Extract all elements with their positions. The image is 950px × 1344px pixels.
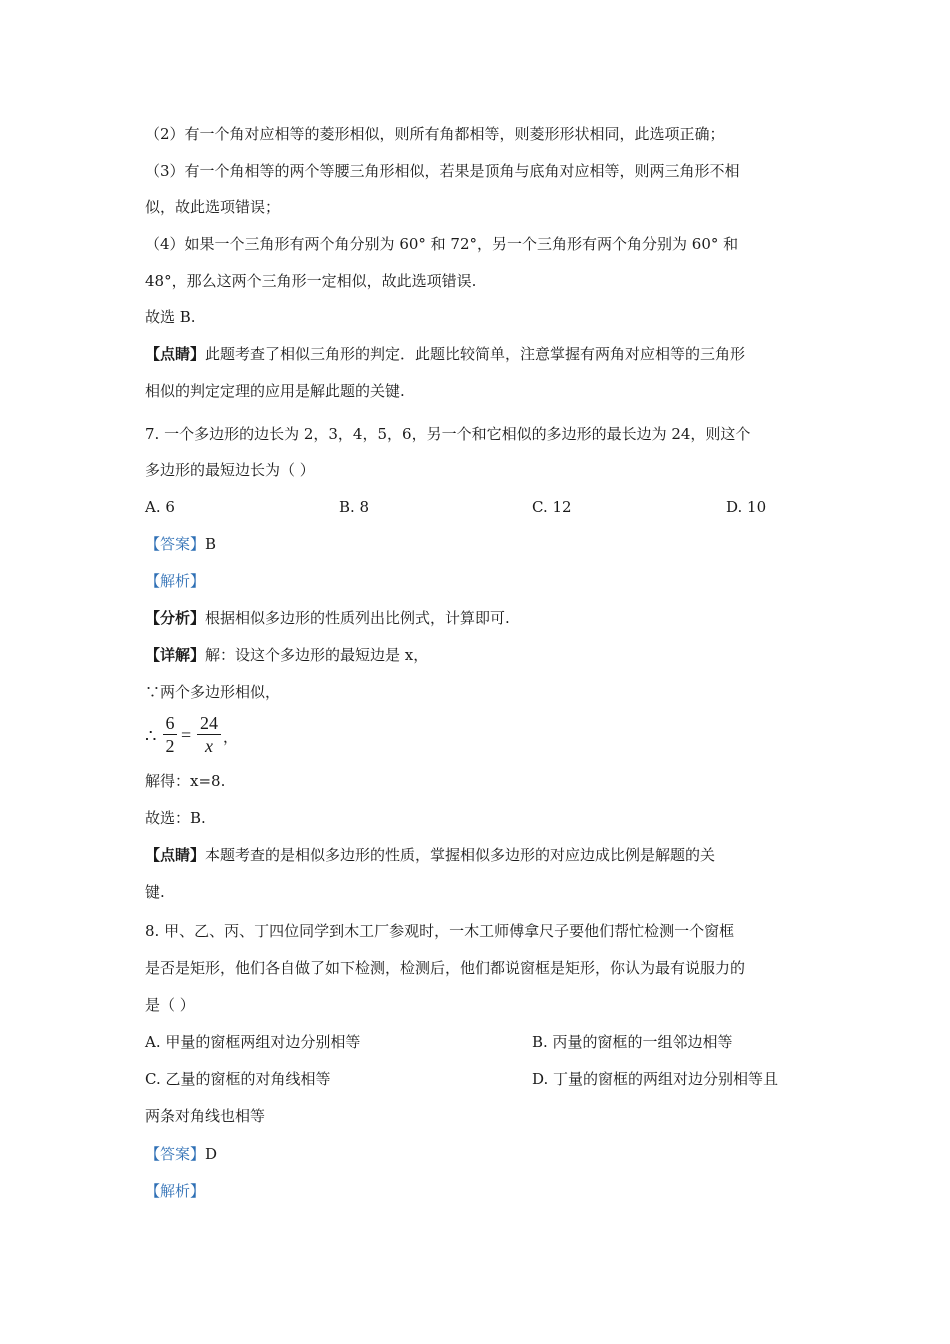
analysis-tag: 【分析】 (145, 609, 206, 627)
option-b: B. 8 (339, 498, 370, 516)
comment-tag: 【点睛】 (145, 345, 206, 363)
comment-tag: 【点睛】 (145, 846, 206, 864)
fraction-right (197, 712, 221, 757)
text-line: （3）有一个角相等的两个等腰三角形相似，若果是顶角与底角对应相等，则两三角形不相 (145, 162, 740, 180)
question-8-line-2: 是否是矩形，他们各自做了如下检测，检测后，他们都说窗框是矩形，你认为最有说服力的 (145, 959, 746, 977)
option-c: C. 乙量的窗框的对角线相等 (145, 1070, 331, 1088)
question-8-line-1: 8. 甲、乙、丙、丁四位同学到木工厂参观时，一木工师傅拿尺子要他们帮忙检测一个窗框 (145, 922, 735, 940)
analysis-text: 根据相似多边形的性质列出比例式，计算即可. (205, 609, 510, 627)
text-line: 键. (145, 883, 165, 901)
because-line: ∵两个多边形相似， (145, 683, 281, 701)
equals-sign: = (181, 725, 192, 745)
text-line: 48°，那么这两个三角形一定相似，故此选项错误. (145, 272, 477, 290)
detail-tag: 【详解】 (145, 646, 206, 664)
answer-line (145, 534, 216, 554)
option-c: C. 12 (532, 498, 572, 516)
question-8-line-3: 是（ ） (145, 996, 195, 1014)
comment-line (145, 845, 715, 865)
detail-line (145, 645, 428, 665)
detail-text: 解：设这个多边形的最短边是 x， (205, 646, 429, 664)
comment-text: 此题考查了相似三角形的判定．此题比较简单，注意掌握有两角对应相等的三角形 (205, 345, 746, 363)
text-line: （4）如果一个三角形有两个角分别为 60° 和 72°，另一个三角形有两个角分别为 60° 和 (145, 235, 739, 253)
analysis-heading: 【解析】 (145, 1182, 206, 1200)
answer-value: B (205, 535, 217, 553)
fraction-numerator: 6 (165, 713, 175, 733)
answer-value: D (205, 1145, 218, 1163)
option-a: A. 6 (145, 498, 175, 516)
option-d: D. 10 (726, 498, 767, 516)
option-a: A. 甲量的窗框两组对边分别相等 (145, 1033, 361, 1051)
question-7-line-1: 7. 一个多边形的边长为 2，3，4，5，6，另一个和它相似的多边形的最长边为 24，则这个 (145, 425, 751, 443)
question-7-line-2: 多边形的最短边长为（ ） (145, 461, 315, 479)
comment-line (145, 344, 745, 364)
text-line: 似，故此选项错误； (145, 198, 281, 216)
solve-line: 解得：x=8. (145, 772, 226, 790)
text-line: 相似的判定定理的应用是解此题的关键. (145, 382, 405, 400)
fraction-denominator: 2 (165, 736, 175, 756)
answer-line (145, 1144, 217, 1164)
fraction-numerator: 24 (200, 713, 218, 733)
option-d-continuation: 两条对角线也相等 (145, 1107, 266, 1125)
fraction-denominator: x (205, 736, 213, 756)
equation-comma: ， (223, 728, 239, 746)
comment-text: 本题考查的是相似多边形的性质，掌握相似多边形的对应边成比例是解题的关 (205, 846, 716, 864)
answer-tag: 【答案】 (145, 1145, 206, 1163)
fraction-left (163, 712, 177, 757)
choose-line: 故选：B. (145, 809, 206, 827)
analysis-line (145, 608, 510, 628)
text-line: 故选 B. (145, 308, 196, 326)
option-d: D. 丁量的窗框的两组对边分别相等且 (532, 1070, 779, 1088)
therefore-symbol: ∴ (145, 726, 157, 747)
answer-tag: 【答案】 (145, 535, 206, 553)
text-line: （2）有一个角对应相等的菱形相似，则所有角都相等，则菱形形状相同，此选项正确； (145, 125, 725, 143)
analysis-heading: 【解析】 (145, 572, 206, 590)
option-b: B. 丙量的窗框的一组邻边相等 (532, 1033, 733, 1051)
